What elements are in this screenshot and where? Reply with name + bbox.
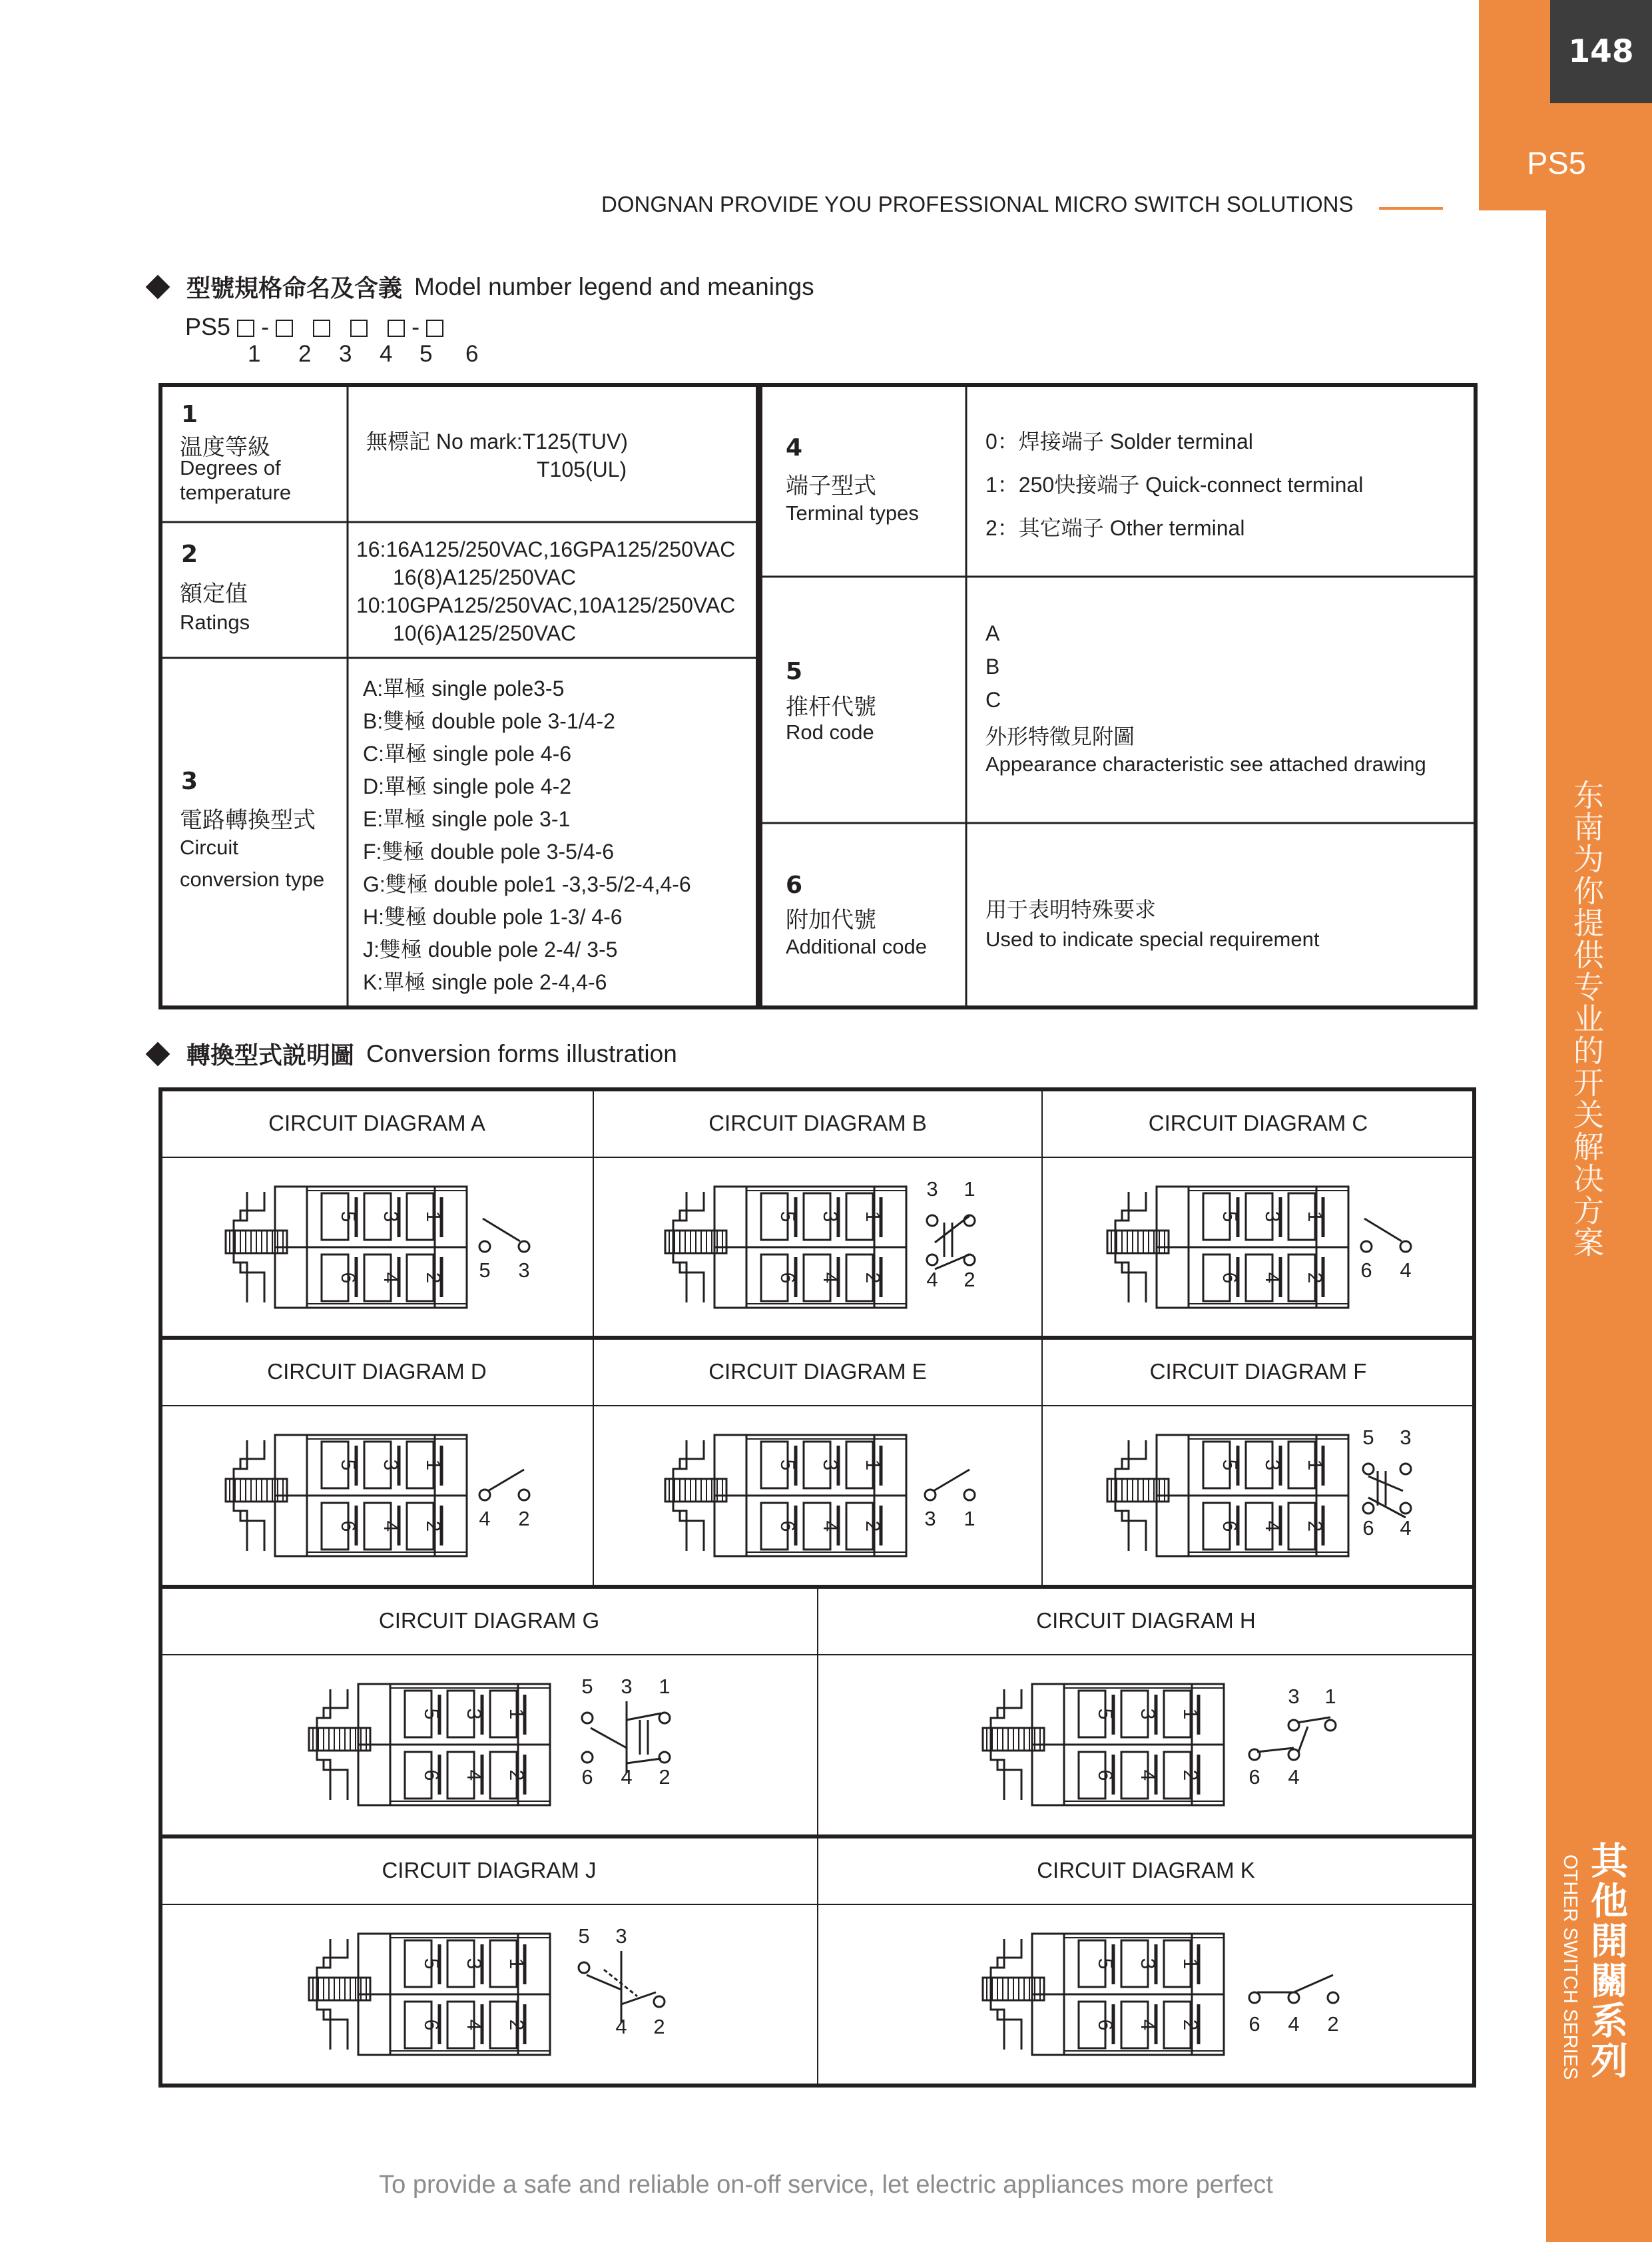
pin-label: 5 (1094, 1708, 1116, 1720)
pin-label: 4 (380, 1520, 402, 1532)
code-dash: - (412, 313, 420, 340)
pin-label: 1 (1304, 1211, 1326, 1223)
pin-label: 4 (1261, 1272, 1283, 1284)
circuit-diagram-c (1042, 1089, 1474, 1338)
diagram-body (818, 1655, 1474, 1836)
circuit-diagram-a (160, 1089, 593, 1338)
series-label: PS5 (1527, 145, 1586, 180)
code-digit: 3 (339, 341, 352, 367)
pin-label: 3 (1261, 1459, 1283, 1471)
contact-label: 4 (1400, 1516, 1412, 1540)
circuit-diagram-title: CIRCUIT DIAGRAM C (1148, 1111, 1368, 1135)
legend-group-3-title-en: Circuit (180, 836, 238, 859)
circuit-diagram-title: CIRCUIT DIAGRAM F (1149, 1359, 1367, 1384)
pin-label: 1 (1179, 1958, 1201, 1970)
pin-label: 4 (463, 1769, 485, 1781)
code-box-5 (388, 320, 405, 337)
pin-label: 3 (380, 1459, 402, 1471)
pin-label: 6 (776, 1272, 798, 1284)
contact-label: 3 (1400, 1426, 1412, 1449)
legend-group-4-title-cn: 端子型式 (786, 473, 876, 499)
circuit-diagram-title: CIRCUIT DIAGRAM D (267, 1359, 487, 1384)
circuit-diagram-title: CIRCUIT DIAGRAM B (708, 1111, 927, 1135)
switch-body (304, 1681, 583, 1808)
legend-group-4-option: 0：焊接端子 Solder terminal (985, 429, 1253, 453)
legend-group-1-option: 無標記 No mark:T125(TUV) (366, 429, 628, 453)
legend-group-1-title-en: Degrees of (180, 456, 281, 479)
switch-body (220, 1184, 500, 1310)
legend-group-5-title-cn: 推杆代號 (786, 694, 876, 720)
pin-label: 3 (819, 1459, 841, 1471)
diagram-body (593, 1157, 1042, 1338)
pin-label: 4 (463, 2019, 485, 2031)
switch-body (977, 1931, 1257, 2058)
code-digit: 4 (380, 341, 393, 367)
legend-group-1-num: 1 (181, 401, 198, 428)
legend-group-3-title-cn: 電路轉換型式 (180, 807, 316, 834)
legend-group-5-option: Appearance characteristic see attached drawing (985, 752, 1426, 776)
legend-group-1-title-en: temperature (180, 481, 292, 504)
pin-label: 5 (337, 1211, 359, 1223)
pin-label: 5 (1219, 1459, 1240, 1471)
pin-label: 6 (420, 1769, 442, 1781)
pin-label: 3 (1261, 1211, 1283, 1223)
contact-schematic (473, 1217, 553, 1284)
pin-label: 3 (1137, 1708, 1159, 1720)
contact-label: 2 (964, 1268, 975, 1291)
pin-label: 5 (776, 1211, 798, 1223)
legend-group-3-option: E:單極 single pole 3-1 (363, 807, 571, 831)
contact-label: 1 (964, 1177, 975, 1201)
legend-group-4-num: 4 (786, 434, 803, 461)
switch-body (660, 1184, 940, 1310)
code-digit: 2 (298, 341, 312, 367)
legend-group-2-title-cn: 額定值 (180, 581, 248, 607)
contact-label: 2 (518, 1507, 530, 1530)
pin-label: 5 (420, 1958, 442, 1970)
legend-group-5-option: B (985, 655, 1000, 679)
model-prefix: PS5 (185, 313, 231, 340)
diagram-body (160, 1157, 593, 1338)
legend-group-4-option: 1：250快接端子 Quick-connect terminal (985, 473, 1364, 497)
diagram-body (160, 1655, 818, 1836)
contact-schematic (571, 1673, 704, 1793)
diagram-body (160, 1406, 593, 1587)
diamond-bullet-icon (146, 274, 170, 299)
contact-label: 4 (1288, 1765, 1300, 1789)
circuit-diagram-title: CIRCUIT DIAGRAM J (382, 1858, 597, 1882)
switch-body (660, 1432, 940, 1559)
circuit-diagram-title: CIRCUIT DIAGRAM A (268, 1111, 485, 1135)
legend-group-3-option: J:雙極 double pole 2-4/ 3-5 (363, 938, 618, 962)
pin-label: 6 (337, 1520, 359, 1532)
pin-label: 2 (422, 1272, 444, 1284)
pin-label: 3 (463, 1708, 485, 1720)
contact-label: 6 (1360, 1259, 1372, 1282)
contact-label: 1 (1324, 1685, 1336, 1708)
contact-schematic (1231, 1673, 1350, 1793)
pin-label: 6 (1094, 2019, 1116, 2031)
pin-label: 2 (1304, 1520, 1326, 1532)
pin-label: 5 (1219, 1211, 1240, 1223)
header-rule (1379, 207, 1443, 210)
switch-body (977, 1681, 1257, 1808)
diagram-body (1042, 1157, 1474, 1338)
contact-schematic (1355, 1424, 1442, 1544)
circuit-diagram-b (593, 1089, 1042, 1338)
contact-label: 2 (659, 1765, 671, 1789)
contact-label: 5 (578, 1924, 590, 1948)
pin-label: 4 (819, 1520, 841, 1532)
contact-label: 5 (1362, 1426, 1374, 1449)
legend-group-6-option: 用于表明特殊要求 (985, 898, 1157, 922)
legend-group-6-option: Used to indicate special requirement (985, 928, 1320, 951)
pin-label: 4 (819, 1272, 841, 1284)
legend-group-2-option: 10(6)A125/250VAC (393, 621, 577, 645)
series-name-cn: 其他開關系列 (1585, 1841, 1628, 2081)
circuit-diagram-e (593, 1338, 1042, 1587)
legend-heading-en: Model number legend and meanings (414, 272, 814, 300)
code-dash: - (261, 313, 270, 340)
legend-group-4-option: 2：其它端子 Other terminal (985, 516, 1245, 540)
legend-group-3-option: B:雙極 double pole 3-1/4-2 (363, 709, 615, 733)
circuit-diagram-title: CIRCUIT DIAGRAM G (378, 1608, 600, 1633)
pin-label: 5 (420, 1708, 442, 1720)
pin-label: 2 (1304, 1272, 1326, 1284)
contact-label: 3 (615, 1924, 627, 1948)
legend-group-3-option: C:單極 single pole 4-6 (363, 742, 572, 766)
circuit-diagram-d (160, 1338, 593, 1587)
pin-label: 2 (505, 1769, 527, 1781)
code-digit: 5 (419, 341, 433, 367)
circuit-diagram-title: CIRCUIT DIAGRAM K (1037, 1858, 1255, 1882)
contact-label: 3 (518, 1259, 530, 1282)
pin-label: 2 (862, 1520, 884, 1532)
pin-label: 3 (819, 1211, 841, 1223)
circuit-diagram-j (160, 1836, 818, 2086)
conversion-heading (149, 1037, 677, 1071)
pin-label: 6 (1219, 1272, 1240, 1284)
contact-label: 2 (653, 2015, 665, 2038)
contact-label: 1 (659, 1675, 671, 1698)
code-box-1 (237, 320, 254, 337)
pin-label: 1 (1304, 1459, 1326, 1471)
legend-group-6-title-en: Additional code (786, 935, 927, 958)
diamond-bullet-icon (146, 1041, 170, 1066)
legend-group-2-option: 10:10GPA125/250VAC,10A125/250VAC (356, 593, 736, 617)
pin-label: 4 (1261, 1520, 1283, 1532)
legend-group-2-option: 16:16A125/250VAC,16GPA125/250VAC (356, 537, 736, 561)
contact-label: 6 (1248, 1765, 1260, 1789)
legend-group-3-num: 3 (181, 768, 198, 795)
contact-label: 3 (926, 1177, 938, 1201)
code-box-4 (350, 320, 368, 337)
header-tagline: DONGNAN PROVIDE YOU PROFESSIONAL MICRO SWITCH SOLUTIONS (601, 192, 1354, 216)
legend-heading (149, 270, 814, 304)
pin-label: 6 (776, 1520, 798, 1532)
legend-group-5-option: A (985, 621, 1000, 645)
legend-group-2-option: 16(8)A125/250VAC (393, 565, 577, 589)
contact-schematic (473, 1466, 553, 1532)
legend-group-2-num: 2 (181, 541, 198, 568)
footer-slogan: To provide a safe and reliable on-off service, let electric appliances more perfect (379, 2171, 1273, 2199)
contact-label: 4 (621, 1765, 633, 1789)
contact-schematic (1231, 1944, 1364, 2044)
legend-group-1-option: T105(UL) (537, 457, 627, 481)
legend-group-5-option: C (985, 688, 1001, 712)
pin-label: 6 (1219, 1520, 1240, 1532)
pin-label: 1 (422, 1211, 444, 1223)
pin-label: 6 (337, 1272, 359, 1284)
contact-schematic (1355, 1217, 1435, 1284)
conversion-heading-cn: 轉換型式説明圖 (186, 1042, 355, 1069)
pin-label: 2 (1179, 1769, 1201, 1781)
legend-group-3-option: G:雙極 double pole1 -3,3-5/2-4,4-6 (363, 872, 691, 896)
pin-label: 2 (1179, 2019, 1201, 2031)
switch-body (1102, 1184, 1382, 1310)
legend-group-3-option: H:雙極 double pole 1-3/ 4-6 (363, 905, 623, 929)
pin-label: 2 (862, 1272, 884, 1284)
switch-body (1102, 1432, 1382, 1559)
pin-label: 1 (862, 1211, 884, 1223)
legend-group-6-num: 6 (786, 872, 803, 899)
series-name-en: OTHER SWITCH SERIES (1559, 1854, 1581, 2080)
circuit-diagram-h (818, 1587, 1474, 1836)
legend-group-4-title-en: Terminal types (786, 501, 919, 525)
conversion-heading-en: Conversion forms illustration (366, 1039, 677, 1067)
legend-heading-cn: 型號規格命名及含義 (186, 275, 403, 302)
contact-label: 6 (581, 1765, 593, 1789)
legend-group-3-option: D:單極 single pole 4-2 (363, 774, 572, 798)
pin-label: 5 (776, 1459, 798, 1471)
circuit-diagram-k (818, 1836, 1474, 2086)
contact-label: 4 (1400, 1259, 1412, 1282)
code-digit: 1 (248, 341, 261, 367)
switch-body (220, 1432, 500, 1559)
contact-schematic (919, 1176, 1005, 1296)
legend-group-5-option: 外形特徵見附圖 (985, 724, 1135, 748)
pin-label: 1 (505, 1708, 527, 1720)
pin-label: 6 (420, 2019, 442, 2031)
pin-label: 3 (463, 1958, 485, 1970)
pin-label: 3 (1137, 1958, 1159, 1970)
model-code (185, 313, 443, 341)
code-digit: 6 (465, 341, 479, 367)
diagram-body (593, 1406, 1042, 1587)
code-box-3 (313, 320, 330, 337)
circuit-diagram-f (1042, 1338, 1474, 1587)
pin-label: 5 (1094, 1958, 1116, 1970)
contact-schematic (571, 1923, 690, 2043)
legend-group-5-title-en: Rod code (786, 720, 874, 744)
contact-label: 5 (479, 1259, 491, 1282)
legend-group-3-title-en: conversion type (180, 868, 325, 891)
code-box-6 (426, 320, 443, 337)
contact-label: 4 (926, 1268, 938, 1291)
legend-group-3-option: F:雙極 double pole 3-5/4-6 (363, 840, 615, 864)
legend-group-6-title-cn: 附加代號 (786, 907, 876, 934)
pin-label: 1 (422, 1459, 444, 1471)
contact-label: 6 (1362, 1516, 1374, 1540)
circuit-diagram-title: CIRCUIT DIAGRAM H (1036, 1608, 1256, 1633)
pin-label: 5 (337, 1459, 359, 1471)
contact-schematic (919, 1466, 999, 1532)
diagram-body (818, 1904, 1474, 2086)
side-slogan-cn: 东南为你提供专业的开关解决方案 (1569, 779, 1605, 1259)
contact-label: 2 (1327, 2012, 1339, 2036)
page-number: 148 (1550, 0, 1652, 103)
pin-label: 4 (1137, 1769, 1159, 1781)
code-box-2 (276, 320, 293, 337)
contact-label: 4 (615, 2015, 627, 2038)
contact-label: 3 (1288, 1685, 1300, 1708)
circuit-diagram-title: CIRCUIT DIAGRAM E (708, 1359, 927, 1384)
contact-label: 3 (621, 1675, 633, 1698)
circuit-diagram-g (160, 1587, 818, 1836)
pin-label: 1 (505, 1958, 527, 1970)
diagram-body (1042, 1406, 1474, 1587)
diagram-body (160, 1904, 818, 2086)
pin-label: 1 (1179, 1708, 1201, 1720)
contact-label: 1 (964, 1507, 975, 1530)
legend-group-2-title-en: Ratings (180, 611, 250, 634)
pin-label: 4 (1137, 2019, 1159, 2031)
pin-label: 2 (422, 1520, 444, 1532)
pin-label: 3 (380, 1211, 402, 1223)
contact-label: 6 (1248, 2012, 1260, 2036)
contact-label: 5 (581, 1675, 593, 1698)
contact-label: 3 (924, 1507, 936, 1530)
switch-body (304, 1931, 583, 2058)
pin-label: 2 (505, 2019, 527, 2031)
contact-label: 4 (479, 1507, 491, 1530)
pin-label: 1 (862, 1459, 884, 1471)
pin-label: 6 (1094, 1769, 1116, 1781)
pin-label: 4 (380, 1272, 402, 1284)
legend-group-1-title-cn: 温度等級 (180, 434, 270, 461)
legend-group-5-num: 5 (786, 658, 803, 685)
contact-label: 4 (1288, 2012, 1300, 2036)
legend-group-3-option: K:單極 single pole 2-4,4-6 (363, 970, 607, 994)
legend-group-3-option: A:單極 single pole3-5 (363, 677, 565, 701)
